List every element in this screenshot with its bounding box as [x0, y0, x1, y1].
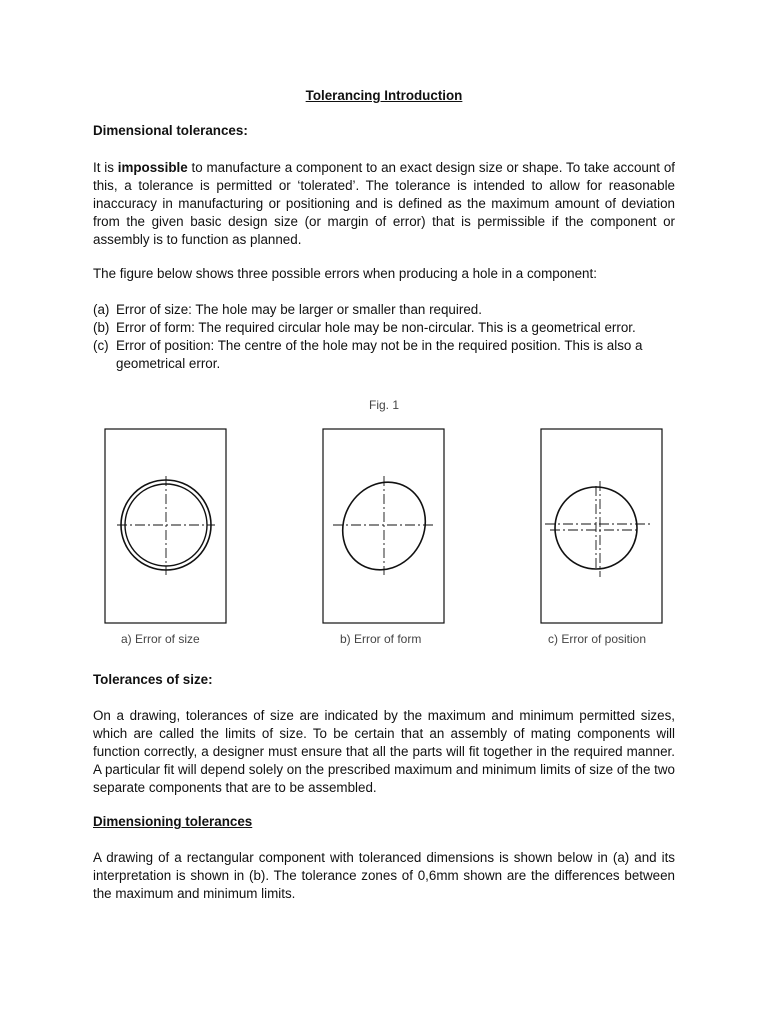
list-item-error-size [93, 301, 683, 319]
paragraph-tolerances-of-size: On a drawing, tolerances of size are indicated by the maximum and minimum permitted sizes, which are called the limits of size. To be certain that an assembly of mating components will function correctly, a designer must ensure that all the parts will fit together in the required manner. A particular fit will depend solely on the prescribed maximum and minimum limits of size of the two separate components that are to be assembled. [93, 708, 675, 795]
caption-error-of-position: c) Error of position [548, 632, 647, 646]
section-heading-tolerances-of-size: Tolerances of size: [93, 672, 213, 687]
paragraph-figure-intro: The figure below shows three possible errors when producing a hole in a component: [93, 266, 597, 281]
panel-c-frame [541, 429, 662, 623]
figure-drawing [0, 390, 768, 660]
paragraph-body: to manufacture a component to an exact design size or shape. To take account of this, a tolerance is permitted or ‘tolerated’. The tolerance is intended to allow for reasonable inaccuracy in manufacturing or positioning and is defined as the maximum amount of deviation from the given basic design size (or margin of error) that is permissible if the component or assembly is to function as planned. [93, 160, 675, 247]
figure-title: Fig. 1 [368, 398, 399, 412]
paragraph-dimensioning-tolerances: A drawing of a rectangular component with toleranced dimensions is shown below in (a) and its interpretation is shown in (b). The tolerance zones of 0,6mm shown are the differences between the maximum and minimum limits. [93, 850, 675, 901]
list-text: Error of size: The hole may be larger or smaller than required. [116, 302, 482, 317]
caption-error-of-size: a) Error of size [121, 632, 200, 646]
list-marker: (c) [93, 338, 109, 353]
list-text: Error of form: The required circular hole may be non-circular. This is a geometrical error. [116, 320, 636, 335]
list-marker: (a) [93, 302, 110, 317]
page-title: Tolerancing Introduction [305, 88, 463, 103]
error-list [93, 301, 683, 373]
list-marker: (b) [93, 320, 110, 335]
section-heading-dimensioning-tolerances: Dimensioning tolerances [93, 814, 253, 829]
panel-a-frame [105, 429, 226, 623]
list-item-error-form [93, 319, 683, 337]
section-heading-dimensional-tolerances: Dimensional tolerances: [93, 123, 248, 138]
paragraph-prefix: It is [93, 160, 118, 175]
paragraph-dimensional-tolerances [93, 159, 675, 249]
figure-hole-errors [0, 390, 768, 660]
caption-error-of-form: b) Error of form [340, 632, 422, 646]
list-item-error-position [93, 337, 683, 373]
emphasis-impossible: impossible [117, 160, 188, 175]
list-text: Error of position: The centre of the hole may not be in the required position. This is also a geometrical error. [116, 338, 643, 371]
